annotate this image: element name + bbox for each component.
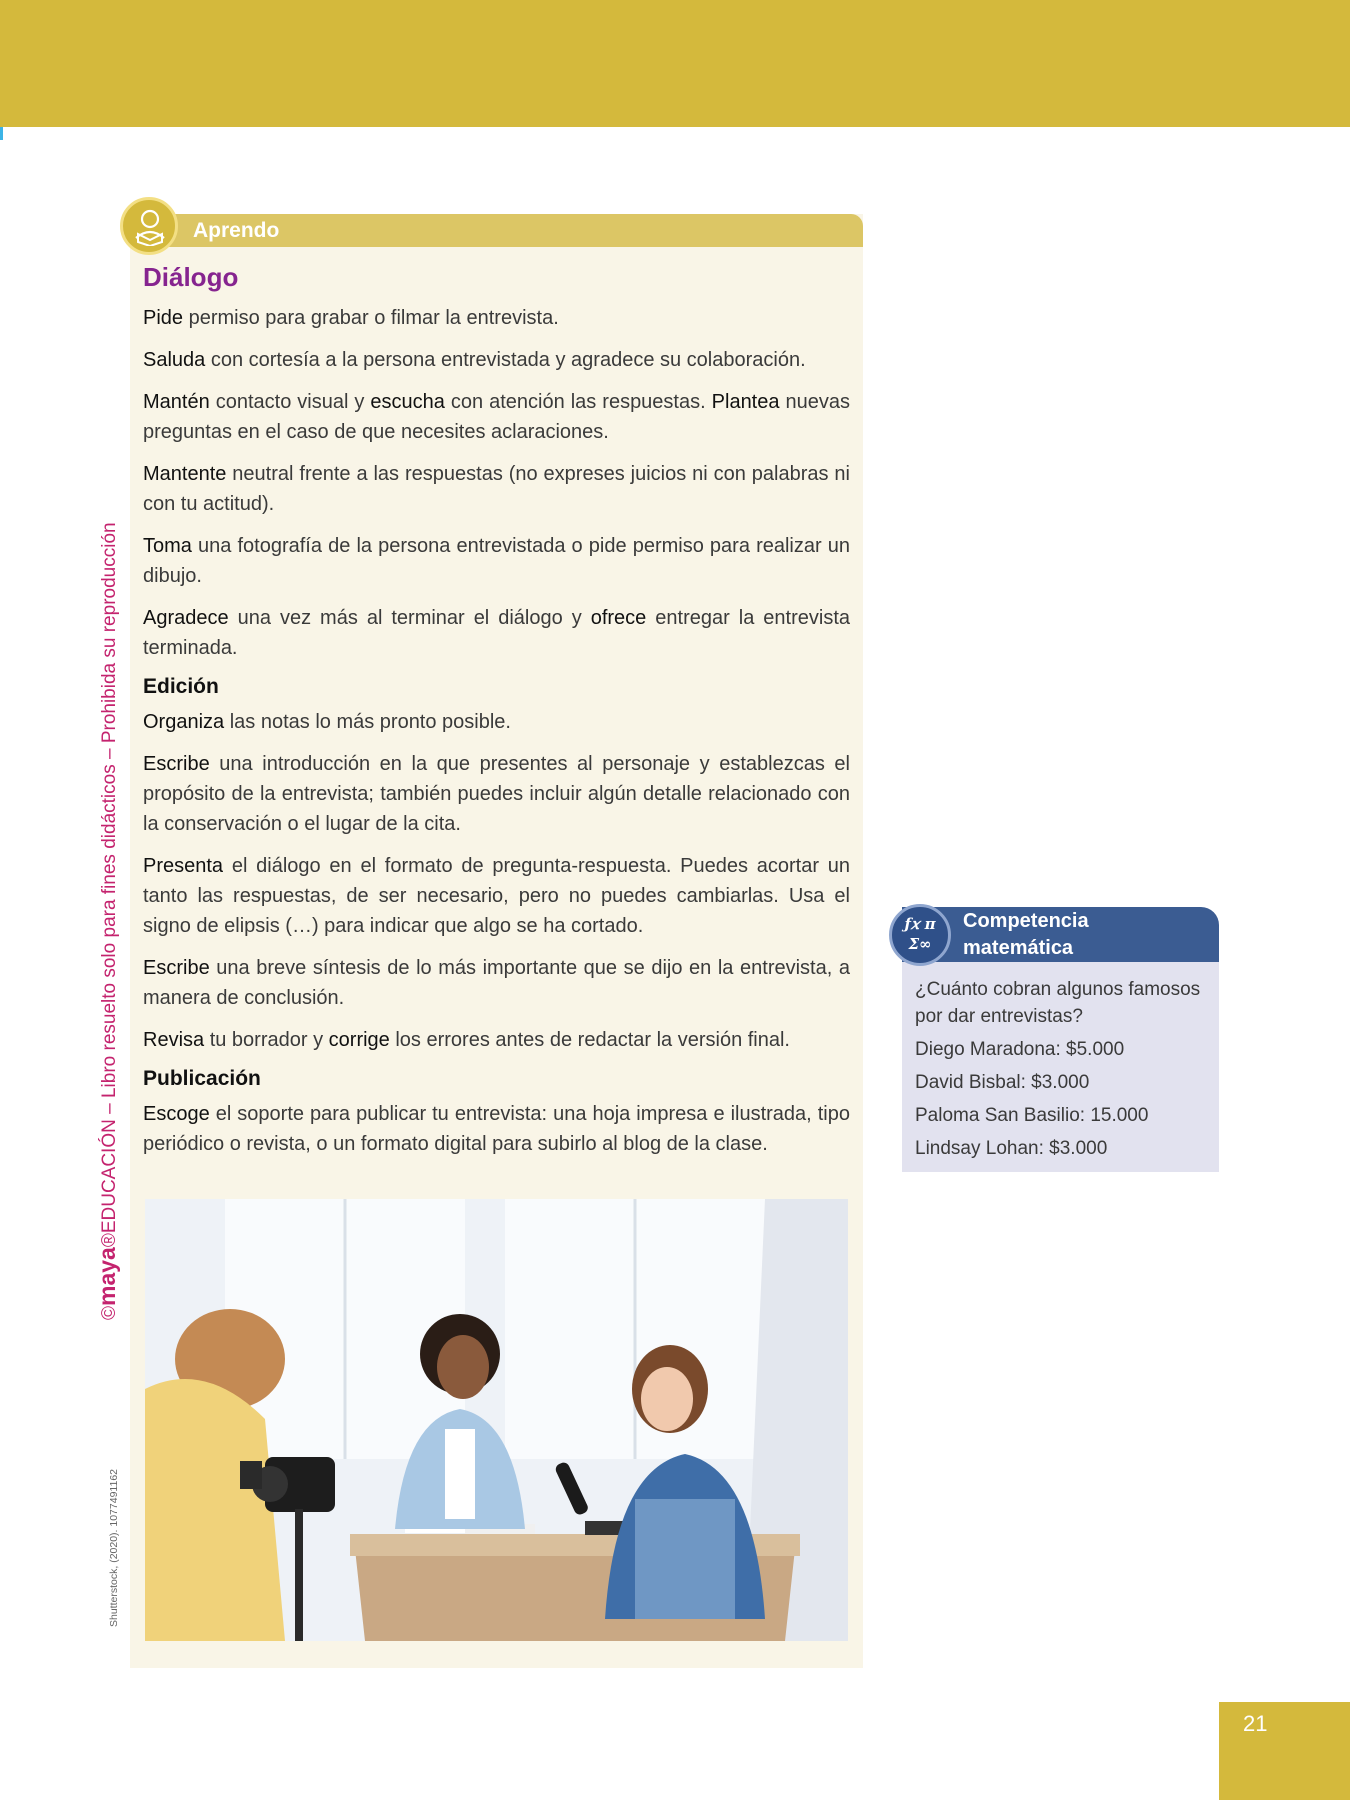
keyword: Agradece <box>143 607 229 629</box>
paragraph-text: tu borrador y <box>204 1029 329 1051</box>
page-number-tab <box>1219 1702 1350 1800</box>
competencia-title: Competencia matemática <box>963 910 1089 959</box>
paragraph <box>143 531 850 591</box>
paragraph <box>143 707 850 737</box>
competencia-list <box>915 1036 1210 1162</box>
copyright-symbol: © <box>99 1306 120 1320</box>
paragraph-text: entregar la entrevista terminada. <box>143 607 850 659</box>
paragraph <box>143 459 850 519</box>
paragraph <box>143 387 850 447</box>
paragraph <box>143 603 850 663</box>
keyword: Escoge <box>143 1103 210 1125</box>
aprendo-content <box>143 262 850 1171</box>
keyword: corrige <box>328 1029 390 1051</box>
publicacion-paragraphs <box>143 1099 850 1159</box>
paragraph <box>143 303 850 333</box>
paragraph-text: una breve síntesis de lo más importante que se dijo en la entrevista, a manera de conclusión. <box>143 957 850 1009</box>
paragraph-text: el soporte para publicar tu entrevista: una hoja impresa e ilustrada, tipo periódico o revista, o un formato digital para subirlo al blog de la clase. <box>143 1103 850 1155</box>
competencia-item: Diego Maradona: $5.000 <box>915 1039 1125 1060</box>
competencia-item: Lindsay Lohan: $3.000 <box>915 1138 1108 1159</box>
copyright-text: ®EDUCACIÓN – Libro resuelto solo para fines didácticos – Prohibida su reproducción <box>99 522 120 1248</box>
interview-photo <box>145 1199 848 1641</box>
keyword: Escribe <box>143 753 210 775</box>
competencia-question: ¿Cuánto cobran algunos famosos por dar entrevistas? <box>915 979 1201 1027</box>
publicacion-heading: Publicación <box>143 1067 261 1090</box>
paragraph-text: las notas lo más pronto posible. <box>224 711 511 733</box>
badge-symbols-bottom: Σ∞ <box>908 935 932 953</box>
keyword: Pide <box>143 307 184 329</box>
page-number: 21 <box>1243 1711 1268 1736</box>
edicion-paragraphs <box>143 707 850 1055</box>
paragraph-text: permiso para grabar o filmar la entrevista. <box>183 307 559 329</box>
keyword: escucha <box>370 391 445 413</box>
paragraph <box>143 749 850 839</box>
section-heading: Diálogo <box>143 262 239 292</box>
aprendo-label: Aprendo <box>193 219 280 242</box>
paragraph-text: con cortesía a la persona entrevistada y agradece su colaboración. <box>205 349 806 371</box>
paragraph-text: con atención las respuestas. <box>444 391 712 413</box>
math-symbols-icon <box>889 904 951 966</box>
paragraph-text: el diálogo en el formato de pregunta-respuesta. Puedes acortar un tanto las respuestas, de ser necesario, pero no puedes cambiarlas. Usa el signo de elipsis (…) para indicar que algo se ha cortado. <box>143 855 850 937</box>
paragraph-text: los errores antes de redactar la versión final. <box>389 1029 790 1051</box>
paragraph-text: nuevas preguntas en el caso de que necesites aclaraciones. <box>143 391 850 443</box>
keyword: ofrece <box>590 607 647 629</box>
keyword: Toma <box>143 535 192 557</box>
paragraph <box>143 1025 850 1055</box>
header-band <box>0 0 1350 127</box>
paragraph <box>143 1099 850 1159</box>
keyword: Organiza <box>143 711 225 733</box>
dialogo-paragraphs <box>143 303 850 663</box>
paragraph-text: una introducción en la que presentes al personaje y establezcas el propósito de la entrevista; también puedes incluir algún detalle relacionado con la conservación o el lugar de la cita. <box>143 753 850 835</box>
photo-credit-text: Shutterstock, (2020). 1077491162 <box>108 1469 120 1627</box>
keyword: Plantea <box>711 391 780 413</box>
keyword: Revisa <box>143 1029 205 1051</box>
paragraph-text: una vez más al terminar el diálogo y <box>228 607 591 629</box>
keyword: Escribe <box>143 957 210 979</box>
edicion-heading: Edición <box>143 675 219 698</box>
brand-name: maya <box>94 1247 120 1306</box>
competencia-content <box>915 976 1210 1168</box>
paragraph-text: neutral frente a las respuestas (no expreses juicios ni con palabras ni con tu actitud). <box>143 463 850 515</box>
paragraph-text: contacto visual y <box>209 391 371 413</box>
paragraph <box>143 851 850 941</box>
paragraph <box>143 345 850 375</box>
competencia-item: Paloma San Basilio: 15.000 <box>915 1105 1149 1126</box>
competencia-item: David Bisbal: $3.000 <box>915 1072 1090 1093</box>
badge-symbols-top: ƒ𝑥 π <box>904 915 936 933</box>
keyword: Mantén <box>143 391 210 413</box>
margin-marker <box>0 127 3 140</box>
keyword: Saluda <box>143 349 206 371</box>
paragraph-text: una fotografía de la persona entrevistada o pide permiso para realizar un dibujo. <box>143 535 850 587</box>
keyword: Mantente <box>143 463 227 485</box>
keyword: Presenta <box>143 855 224 877</box>
reader-icon <box>120 197 178 255</box>
paragraph <box>143 953 850 1013</box>
